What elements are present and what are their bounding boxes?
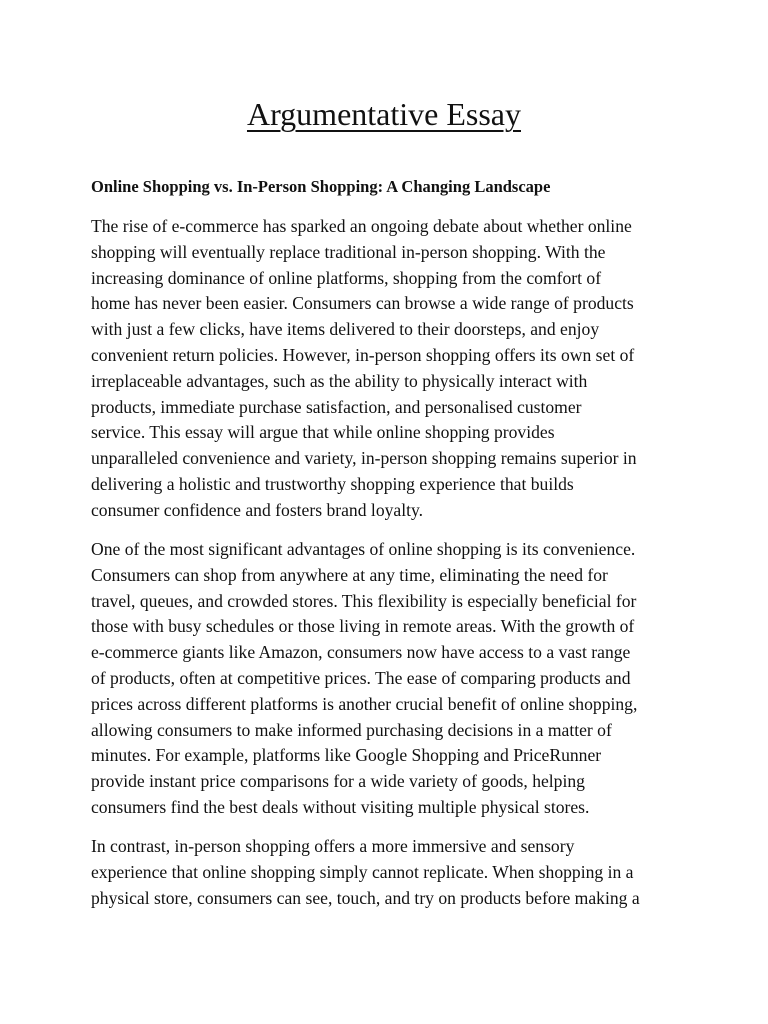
- paragraph-line: home has never been easier. Consumers can browse a wide range of products: [91, 293, 634, 314]
- paragraph-line: allowing consumers to make informed purchasing decisions in a matter of: [91, 719, 612, 740]
- essay-subtitle: Online Shopping vs. In-Person Shopping: A Changing Landscape: [91, 177, 551, 196]
- paragraph-line: provide instant price comparisons for a wide variety of goods, helping: [91, 771, 585, 792]
- paragraph-line: consumer confidence and fosters brand loyalty.: [91, 499, 424, 520]
- paragraph-2: [91, 537, 681, 821]
- paragraph-line: travel, queues, and crowded stores. This flexibility is especially beneficial for: [91, 590, 637, 611]
- paragraph-line: convenient return policies. However, in-person shopping offers its own set of: [91, 344, 635, 365]
- paragraph-line: service. This essay will argue that while online shopping provides: [91, 422, 555, 443]
- paragraph-line: products, immediate purchase satisfaction, and personalised customer: [91, 396, 582, 417]
- paragraph-line: Consumers can shop from anywhere at any time, eliminating the need for: [91, 564, 608, 585]
- paragraph-line: unparalleled convenience and variety, in-person shopping remains superior in: [91, 448, 637, 469]
- paragraph-line: physical store, consumers can see, touch, and try on products before making a: [91, 887, 640, 908]
- paragraph-line: One of the most significant advantages of online shopping is its convenience.: [91, 539, 636, 559]
- paragraph-line: The rise of e-commerce has sparked an ongoing debate about whether online: [91, 216, 632, 236]
- paragraph-line: with just a few clicks, have items delivered to their doorsteps, and enjoy: [91, 319, 600, 340]
- paragraph-line: shopping will eventually replace traditional in-person shopping. With the: [91, 241, 606, 262]
- paragraph-line: delivering a holistic and trustworthy shopping experience that builds: [91, 473, 574, 494]
- paragraph-line: those with busy schedules or those living in remote areas. With the growth of: [91, 616, 635, 637]
- paragraph-line: consumers find the best deals without visiting multiple physical stores.: [91, 796, 590, 817]
- paragraph-line: minutes. For example, platforms like Google Shopping and PriceRunner: [91, 745, 602, 766]
- paragraph-1: [91, 214, 681, 524]
- paragraph-3: [91, 834, 681, 911]
- paragraph-line: increasing dominance of online platforms, shopping from the comfort of: [91, 267, 602, 288]
- paragraph-line: e-commerce giants like Amazon, consumers now have access to a vast range: [91, 642, 631, 663]
- paragraph-line: In contrast, in-person shopping offers a more immersive and sensory: [91, 836, 575, 856]
- paragraph-line: of products, often at competitive prices. The ease of comparing products and: [91, 667, 631, 688]
- paragraph-line: experience that online shopping simply cannot replicate. When shopping in a: [91, 861, 634, 882]
- essay-title: Argumentative Essay: [246, 96, 521, 132]
- paragraph-line: prices across different platforms is another crucial benefit of online shopping,: [91, 693, 638, 714]
- paragraph-line: irreplaceable advantages, such as the ability to physically interact with: [91, 370, 588, 391]
